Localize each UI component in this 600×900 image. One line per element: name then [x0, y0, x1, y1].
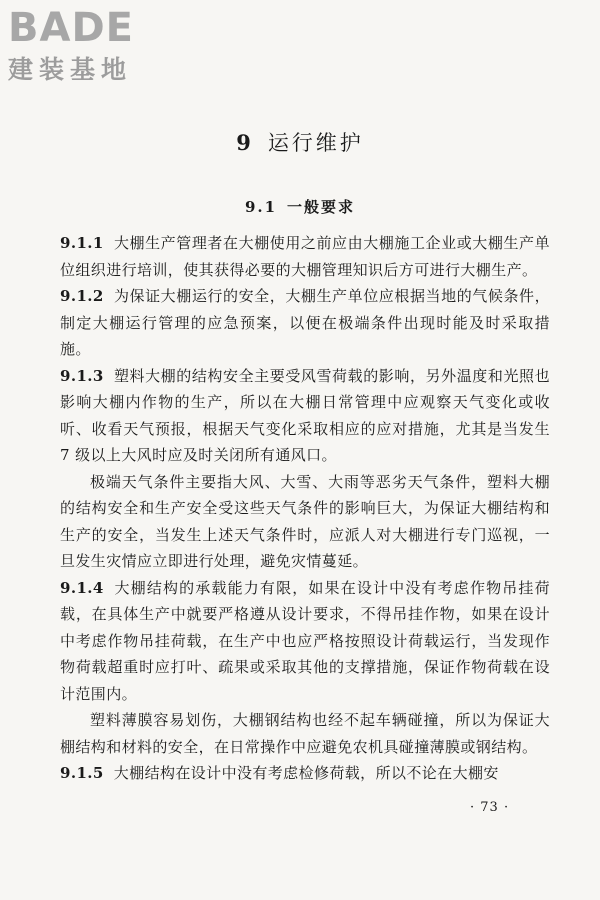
- chapter-title: 运行维护: [267, 131, 364, 155]
- clause-number: 9.1.2: [60, 287, 104, 305]
- bade-logo: [8, 6, 178, 90]
- logo-wordmark: BADE: [8, 5, 134, 51]
- clause-text: 大棚结构的承载能力有限，如果在设计中没有考虑作物吊挂荷载，在具体生产中就要严格遵从设计要求，不得吊挂作物，如果在设计中考虑作物吊挂荷载，在生产中也应严格按照设计荷载运行，当发现作物荷载超重时应打叶、疏果或采取其他的支撑措施，保证作物荷载在设计范围内。: [60, 578, 550, 703]
- clause-text: 塑料大棚的结构安全主要受风雪荷载的影响，另外温度和光照也影响大棚内作物的生产，所以在大棚日常管理中应观察天气变化或收听、收看天气预报，根据天气变化采取相应的应对措施，尤其是当发生 7 级以上大风时应及时关闭所有通风口。: [60, 366, 550, 464]
- chapter-heading: [0, 128, 600, 158]
- page-number: · 73 ·: [470, 800, 510, 815]
- paragraph-text: 塑料薄膜容易划伤，大棚钢结构也经不起车辆碰撞，所以为保证大棚结构和材料的安全，在日常操作中应避免农机具碰撞薄膜或钢结构。: [60, 711, 550, 756]
- clause-text: 大棚结构在设计中没有考虑检修荷载，所以不论在大棚安: [113, 764, 499, 782]
- chapter-number: 9: [236, 130, 254, 155]
- clause-9-1-2: [60, 283, 550, 363]
- clause-number: 9.1.5: [60, 764, 104, 782]
- clause-9-1-3: [60, 363, 550, 469]
- clause-number: 9.1.4: [60, 578, 104, 597]
- section-number: 9.1: [244, 198, 278, 216]
- body-text: [60, 230, 550, 787]
- clause-9-1-4: [60, 575, 550, 708]
- clause-number: 9.1.1: [60, 234, 104, 252]
- clause-text: 为保证大棚运行的安全，大棚生产单位应根据当地的气候条件，制定大棚运行管理的应急预案，以便在极端条件出现时能及时采取措施。: [60, 287, 550, 358]
- logo-subtitle: 建装基地: [8, 55, 133, 84]
- clause-number: 9.1.3: [60, 366, 104, 385]
- paragraph-text: 极端天气条件主要指大风、大雪、大雨等恶劣天气条件，塑料大棚的结构安全和生产安全受这些天气条件的影响巨大，为保证大棚结构和生产的安全，当发生上述天气条件时，应派人对大棚进行专门巡视，一旦发生灾情应立即进行处理，避免灾情蔓延。: [60, 472, 550, 570]
- clause-9-1-5: [60, 760, 550, 787]
- explanation-9-1-4: [60, 707, 550, 760]
- clause-text: 大棚生产管理者在大棚使用之前应由大棚施工企业或大棚生产单位组织进行培训，使其获得必要的大棚管理知识后方可进行大棚生产。: [60, 234, 550, 279]
- explanation-9-1-3: [60, 469, 550, 575]
- section-title: 一般要求: [287, 198, 356, 216]
- clause-9-1-1: [60, 230, 550, 283]
- section-heading: [0, 196, 600, 218]
